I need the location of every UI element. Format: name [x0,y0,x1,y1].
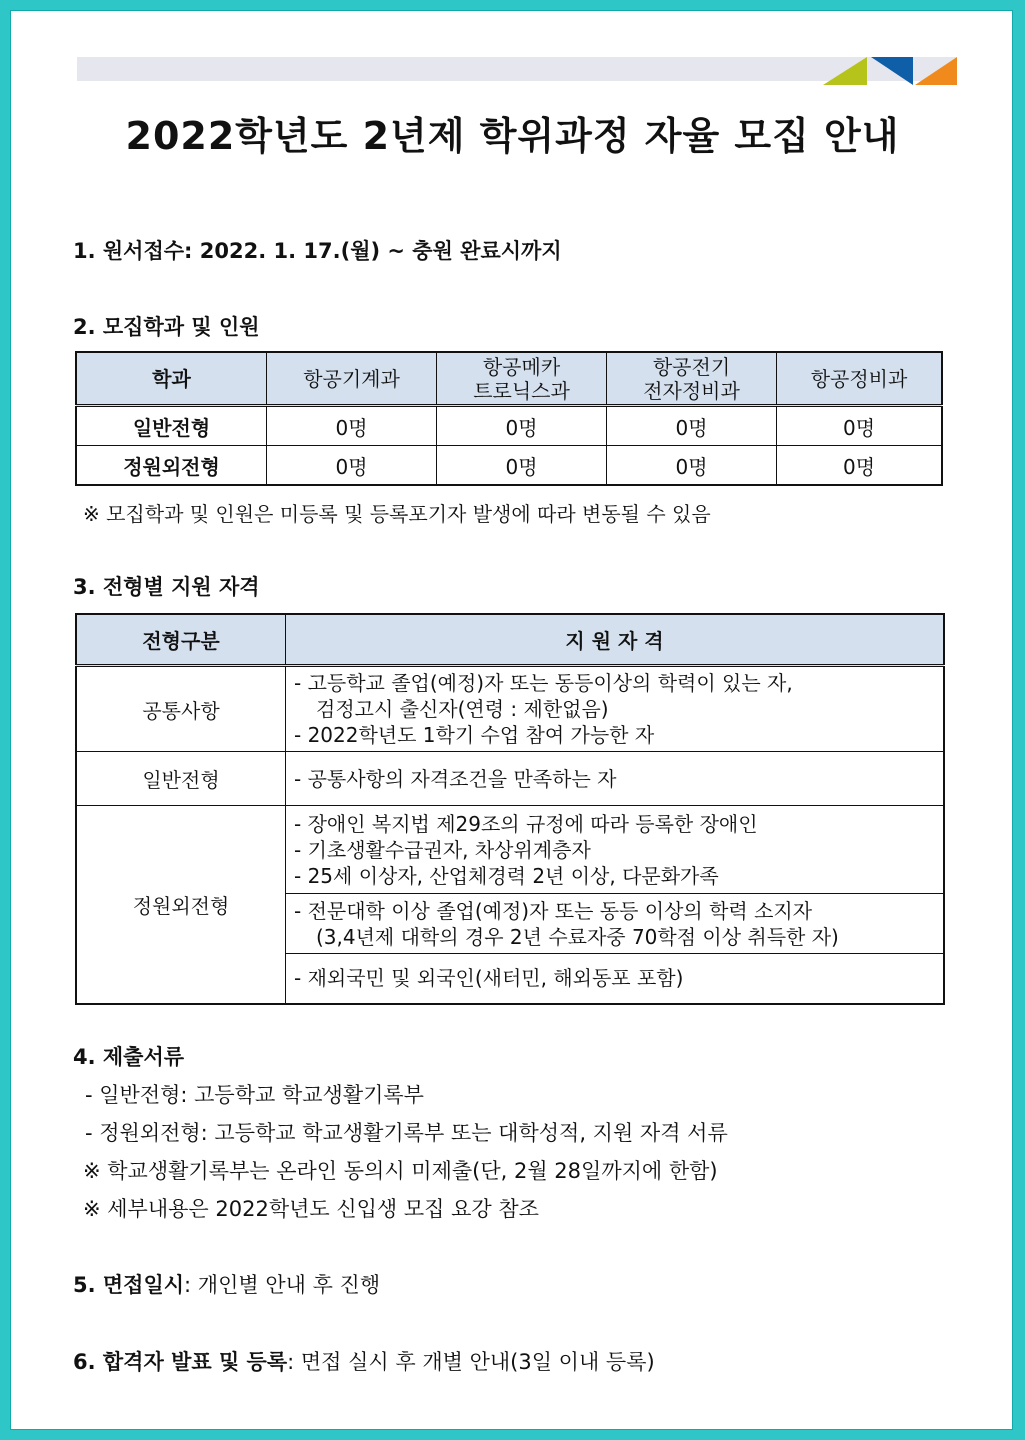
requirement-line: - 재외국민 및 외국인(새터민, 해외동포 포함) [294,966,684,991]
table-cell: 0명 [777,406,943,446]
table-cell: 0명 [777,446,943,486]
documents-line: - 일반전형: 고등학교 학교생활기록부 [85,1083,424,1107]
interview-label: 5. 면접일시 [73,1273,185,1297]
table-header-cell [437,352,607,406]
header-line: 항공메카 [482,354,561,379]
documents-note: ※ 학교생활기록부는 온라인 동의시 미제출(단, 2월 28일까지에 한함) [83,1159,718,1183]
table-header-cell: 항공기계과 [267,352,437,406]
row-label: 정원외전형 [76,806,286,1004]
section-application: 1. 원서접수: 2022. 1. 17.(월) ~ 충원 완료시까지 [73,239,562,263]
table-cell: 0명 [437,406,607,446]
table-cell: 0명 [607,446,777,486]
section-results [73,1346,655,1376]
section-interview [73,1269,380,1299]
table-header-cell: 항공정비과 [777,352,943,406]
table-row [76,806,944,894]
logo-icon [823,55,959,87]
table-header-cell: 전형구분 [76,614,286,666]
document-page [10,10,1013,1430]
recruitment-table [75,351,943,486]
requirement-line: (3,4년제 대학의 경우 2년 수료자중 70학점 이상 취득한 자) [316,924,839,949]
table-cell [286,954,945,1004]
table-cell [286,894,945,954]
requirement-line: - 기초생활수급권자, 차상위계층자 [294,837,591,862]
table-row [76,446,942,486]
requirement-line: - 전문대학 이상 졸업(예정)자 또는 동등 이상의 학력 소지자 [294,898,813,923]
row-label: 일반전형 [76,752,286,806]
section-eligibility: 3. 전형별 지원 자격 [73,575,260,599]
requirement-line: - 장애인 복지법 제29조의 규정에 따라 등록한 장애인 [294,811,758,836]
table-cell [286,806,945,894]
table-row [76,666,944,752]
table-cell [286,666,945,752]
results-label: 6. 합격자 발표 및 등록 [73,1350,288,1374]
results-text: : 면접 실시 후 개별 안내(3일 이내 등록) [287,1350,655,1374]
table-header-cell: 학과 [76,352,267,406]
interview-text: : 개인별 안내 후 진행 [184,1273,381,1297]
row-label: 공통사항 [76,666,286,752]
header-line: 전자정비과 [643,378,740,403]
row-label: 정원외전형 [76,446,267,486]
requirement-line: - 2022학년도 1학기 수업 참여 가능한 자 [294,723,655,747]
table-header-cell: 지 원 자 격 [286,614,945,666]
table-cell: 0명 [437,446,607,486]
documents-note: ※ 세부내용은 2022학년도 신입생 모집 요강 참조 [83,1197,539,1221]
documents-line: - 정원외전형: 고등학교 학교생활기록부 또는 대학성적, 지원 자격 서류 [85,1121,728,1145]
recruitment-note: ※ 모집학과 및 인원은 미등록 및 등록포기자 발생에 따라 변동될 수 있음 [83,502,711,526]
requirement-line: 검정고시 출신자(연령 : 제한없음) [316,697,609,721]
table-cell: 0명 [267,406,437,446]
page-title: 2022학년도 2년제 학위과정 자율 모집 안내 [125,114,900,158]
header-line: 항공전기 [652,354,731,379]
table-cell: 0명 [267,446,437,486]
header-line: 트로닉스과 [473,378,570,403]
table-row [76,406,942,446]
requirement-line: - 공통사항의 자격조건을 만족하는 자 [294,766,617,791]
table-header-row [76,614,944,666]
section-documents: 4. 제출서류 [73,1045,185,1069]
table-cell: 0명 [607,406,777,446]
table-header-cell [607,352,777,406]
table-cell [286,752,945,806]
requirement-line: - 25세 이상자, 산업체경력 2년 이상, 다문화가족 [294,863,719,888]
table-header-row [76,352,942,406]
eligibility-table [75,613,945,1005]
row-label: 일반전형 [76,406,267,446]
table-row [76,752,944,806]
requirement-line: - 고등학교 졸업(예정)자 또는 동등이상의 학력이 있는 자, [294,671,793,695]
section-departments: 2. 모집학과 및 인원 [73,315,260,339]
